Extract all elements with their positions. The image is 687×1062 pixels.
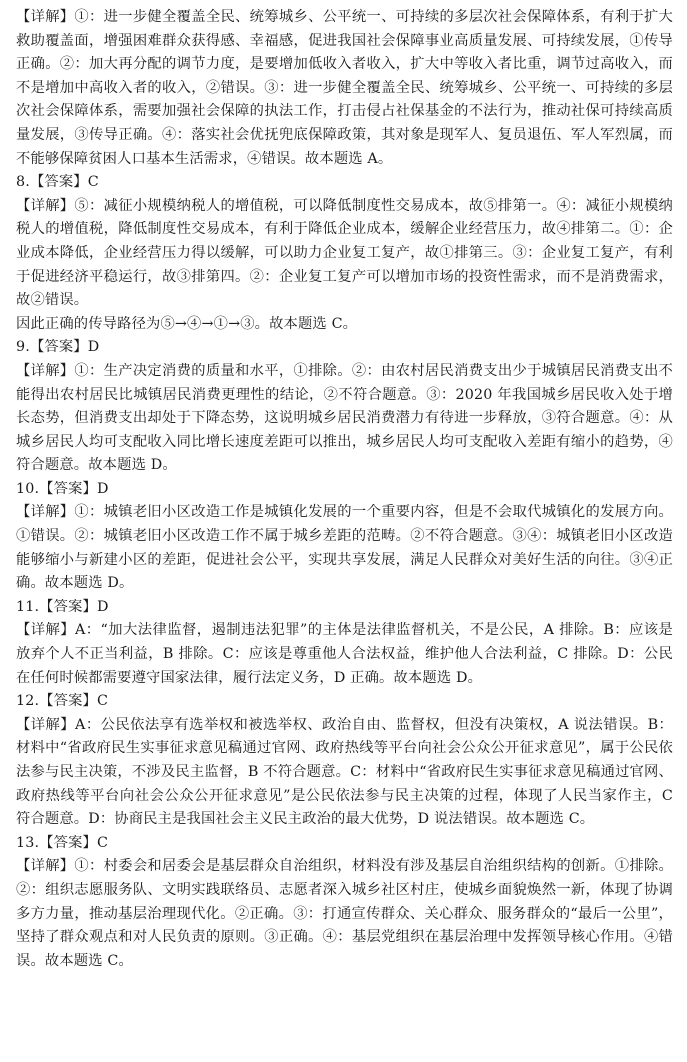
answer-label-q13: 13.【答案】C	[16, 834, 109, 851]
explanation-q7: 【详解】①：进一步健全覆盖全民、统筹城乡、公平统一、可持续的多层次社会保障体系，有利于扩大救助覆盖面，增强困难群众获得感、幸福感，促进我国社会保障事业高质量发展、可持续发展，①传导正确。②：加大再分配的调节力度，是要增加低收入者收入，扩大中等收入者比重，调节过高收入，而不是增加中高收入者的收入，②错误。③：进一步健全覆盖全民、统筹城乡、公平统一、可持续的多层次社会保障体系，需要加强社会保障的执法工作，打击侵占社保基金的不法行为，推动社保可持续高质量发展，③传导正确。④：落实社会优抚兜底保障政策，其对象是现军人、复员退伍、军人军烈属，而不能够保障贫困人口基本生活需求，④错误。故本题选 A。	[16, 9, 673, 167]
explanation-q11: 【详解】A：“加大法律监督，遏制违法犯罪”的主体是法律监督机关，不是公民，A 排除。B：应该是放弃个人不正当利益，B 排除。C：应该是尊重他人合法权益，维护他人合法利益，C 排除。D：公民在任何时候都需要遵守国家法律，履行法定义务，D 正确。故本题选 D。	[16, 622, 673, 686]
explanation-q13: 【详解】①：村委会和居委会是基层群众自治组织，材料没有涉及基层自治组织结构的创新。①排除。②：组织志愿服务队、文明实践联络员、志愿者深入城乡社区村庄，使城乡面貌焕然一新，体现了协调多方力量，推动基层治理现代化。②正确。③：打通宣传群众、关心群众、服务群众的“最后一公里”，坚持了群众观点和对人民负责的原则。③正确。④：基层党组织在基层治理中发挥领导核心作用。④错误。故本题选 C。	[16, 858, 673, 969]
answer-label-q8: 8.【答案】C	[16, 174, 99, 191]
answer-label-q12: 12.【答案】C	[16, 693, 109, 710]
explanation-q10: 【详解】①：城镇老旧小区改造工作是城镇化发展的一个重要内容，但是不会取代城镇化的发展方向。①错误。②：城镇老旧小区改造工作不属于城乡差距的范畴。②不符合题意。③④：城镇老旧小区改造能够缩小与新建小区的差距，促进社会公平，实现共享发展，满足人民群众对美好生活的向往。③④正确。故本题选 D。	[16, 504, 673, 592]
answer-label-q10: 10.【答案】D	[16, 480, 109, 497]
answer-label-q11: 11.【答案】D	[16, 598, 109, 615]
explanation-q8: 【详解】⑤：减征小规模纳税人的增值税，可以降低制度性交易成本，故⑤排第一。④：减征小规模纳税人的增值税，降低制度性交易成本，有利于降低企业成本，缓解企业经营压力，故④排第二。①：企业成本降低，企业经营压力得以缓解，可以助力企业复工复产，故①排第三。③：企业复工复产，有利于促进经济平稳运行，故③排第四。②：企业复工复产可以增加市场的投资性需求，而不是消费需求，故②错误。	[16, 197, 673, 309]
answer-label-q9: 9.【答案】D	[16, 339, 100, 356]
explanation-q12: 【详解】A：公民依法享有选举权和被选举权、政治自由、监督权，但没有决策权，A 说法错误。B：材料中“省政府民生实事征求意见稿通过官网、政府热线等平台向社会公众公开征求意见”，属于公民依法参与民主决策，不涉及民主监督，B 不符合题意。C：材料中“省政府民生实事征求意见稿通过官网、政府热线等平台向社会公众公开征求意见”是公民依法参与民主决策的过程，体现了人民当家作主，C 符合题意。D：协商民主是我国社会主义民主政治的最大优势，D 说法错误。故本题选 C。	[16, 716, 673, 828]
explanation-q8-conclusion: 因此正确的传导路径为⑤→④→①→③。故本题选 C。	[16, 315, 358, 332]
explanation-q9: 【详解】①：生产决定消费的质量和水平，①排除。②：由农村居民消费支出少于城镇居民消费支出不能得出农村居民比城镇居民消费更理性的结论，②不符合题意。③：2020 年我国城乡居民收入处于增长态势，但消费支出却处于下降态势，这说明城乡居民消费潜力有待进一步释放，③符合题意。④：从城乡居民人均可支配收入同比增长速度差距可以推出，城乡居民人均可支配收入差距有缩小的趋势，④符合题意。故本题选 D。	[16, 362, 673, 474]
